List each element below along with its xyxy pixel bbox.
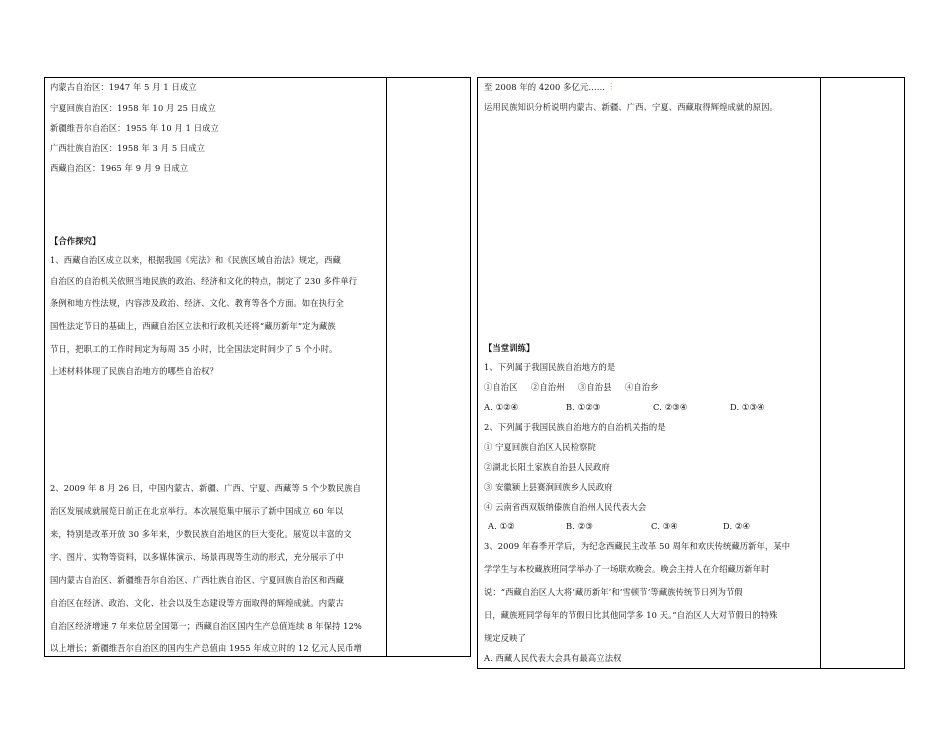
margin-mark: ⋮ xyxy=(607,81,616,91)
continuation-line: 至 2008 年的 4200 多亿元…… xyxy=(484,82,606,92)
established-line: 新疆维吾尔自治区：1955 年 10 月 1 日成立 xyxy=(50,123,219,133)
question-1-line: 上述材料体现了民族自治地方的哪些自治权？ xyxy=(50,366,218,376)
practice-question-3-line: 学学生与本校藏族班同学举办了一场联欢晚会。晚会主持人在介绍藏历新年时 xyxy=(484,564,770,574)
practice-3-option[interactable]: A. 西藏人民代表大会具有最高立法权 xyxy=(484,653,622,663)
practice-2-item: ②湖北长阳土家族自治县人民政府 xyxy=(484,462,610,472)
practice-question-3-line: 规定反映了 xyxy=(484,633,526,643)
practice-2-option[interactable]: A. ①② xyxy=(488,521,515,531)
question-2-line: 字、图片、实物等资料，以多媒体演示、场景再现等生动的形式，充分展示了中 xyxy=(50,552,344,562)
right-table xyxy=(477,77,905,669)
section-title-cooperative-inquiry: 【合作探究】 xyxy=(50,236,101,246)
question-2-line: 治区发展成就展览日前正在北京举行。本次展览集中展示了新中国成立 60 年以 xyxy=(50,506,344,516)
practice-1-item: ④自治乡 xyxy=(625,382,659,392)
question-1-line: 节日，把职工的工作时间定为每周 35 小时，比全国法定时间少了 5 个小时。 xyxy=(50,344,338,354)
practice-2-item: ④ 云南省西双版纳傣族自治州人民代表大会 xyxy=(484,502,647,512)
established-line: 内蒙古自治区：1947 年 5 月 1 日成立 xyxy=(50,82,197,92)
question-1-line: 1、西藏自治区成立以来，根据我国《宪法》和《民族区域自治法》规定，西藏 xyxy=(50,255,341,265)
section-title-classroom-practice: 【当堂训练】 xyxy=(484,343,535,353)
practice-question-3-line: 日，藏族班同学每年的节假日比其他同学多 10 天。”自治区人大对节假日的特殊 xyxy=(484,610,778,620)
analysis-prompt: 运用民族知识分析说明内蒙古、新疆、广西、宁夏、西藏取得辉煌成就的原因。 xyxy=(484,102,778,112)
practice-2-item: ① 宁夏回族自治区人民检察院 xyxy=(484,442,596,452)
practice-1-option[interactable]: A. ①②④ xyxy=(484,402,519,412)
left-table-divider xyxy=(386,77,387,657)
practice-1-item: ③自治县 xyxy=(578,382,612,392)
practice-1-option[interactable]: D. ①③④ xyxy=(730,402,765,412)
question-1-line: 条例和地方性法规，内容涉及政治、经济、文化、教育等各个方面。如在执行全 xyxy=(50,298,344,308)
practice-question-2: 2、下列属于我国民族自治地方的自治机关指的是 xyxy=(484,422,666,432)
practice-2-item: ③ 安徽颍上县赛涧回族乡人民政府 xyxy=(484,482,613,492)
established-line: 西藏自治区：1965 年 9 月 9 日成立 xyxy=(50,163,189,173)
practice-question-3-line: 3、2009 年春季开学后，为纪念西藏民主改革 50 周年和欢庆传统藏历新年，某中 xyxy=(484,541,791,551)
question-2-line: 自治区经济增速 7 年来位居全国第一；西藏自治区国内生产总值连续 8 年保持 12% xyxy=(50,621,362,631)
practice-1-option[interactable]: B. ①②③ xyxy=(566,402,601,412)
established-line: 广西壮族自治区：1958 年 3 月 5 日成立 xyxy=(50,143,206,153)
practice-question-1: 1、下列属于我国民族自治地方的是 xyxy=(484,362,616,372)
practice-2-option[interactable]: D. ②④ xyxy=(723,521,751,531)
question-2-line: 来，特别是改革开放 30 多年来，少数民族自治地区的巨大变化。展览以丰富的文 xyxy=(50,529,352,539)
established-line: 宁夏回族自治区：1958 年 10 月 25 日成立 xyxy=(50,103,216,113)
question-2-line: 自治区在经济、政治、文化、社会以及生态建设等方面取得的辉煌成就。内蒙古 xyxy=(50,598,344,608)
question-2-line: 国内蒙古自治区、新疆维吾尔自治区、广西壮族自治区、宁夏回族自治区和西藏 xyxy=(50,575,344,585)
question-2-line: 2、2009 年 8 月 26 日，中国内蒙古、新疆、广西、宁夏、西藏等 5 个少数民族自 xyxy=(50,483,362,493)
practice-1-option[interactable]: C. ②③④ xyxy=(653,402,688,412)
practice-question-3-line: 说：“西藏自治区人大将‘藏历新年’和‘雪顿节’等藏族传统节日列为节假 xyxy=(484,587,743,597)
practice-2-option[interactable]: C. ③④ xyxy=(651,521,678,531)
question-2-line: 以上增长；新疆维吾尔自治区的国内生产总值由 1955 年成立时的 12 亿元人民币增 xyxy=(50,643,362,653)
right-table-divider xyxy=(820,77,821,669)
practice-1-item: ②自治州 xyxy=(531,382,565,392)
question-1-line: 国性法定节日的基础上，西藏自治区立法和行政机关还将“藏历新年”定为藏族 xyxy=(50,321,336,331)
practice-1-item: ①自治区 xyxy=(484,382,518,392)
practice-2-option[interactable]: B. ②③ xyxy=(566,521,593,531)
question-1-line: 自治区的自治机关依照当地民族的政治、经济和文化的特点，制定了 230 多件单行 xyxy=(50,276,358,286)
